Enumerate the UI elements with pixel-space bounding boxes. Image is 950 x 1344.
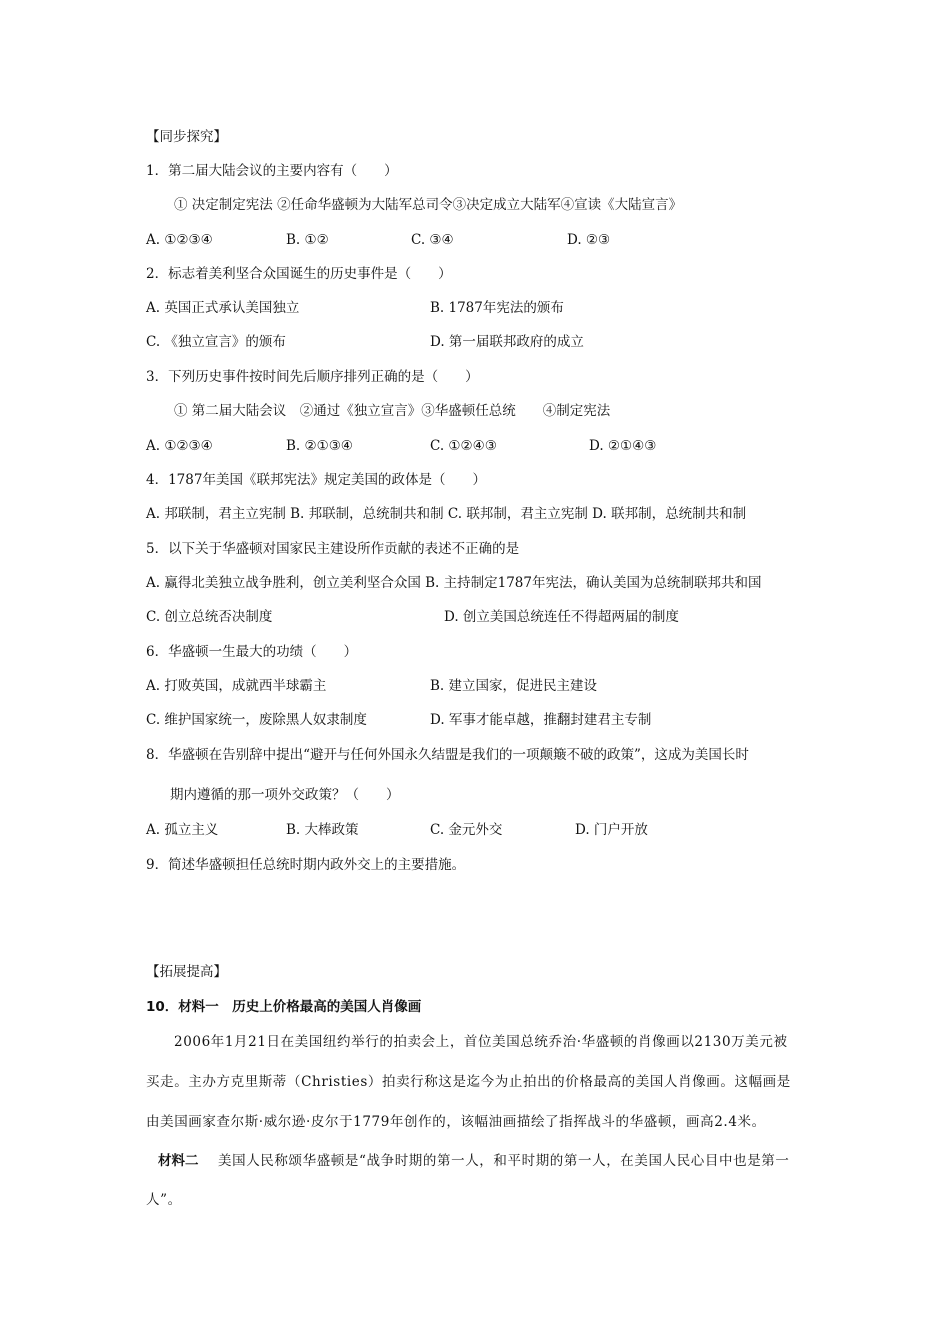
- q1-option-d: D. ②③: [567, 232, 611, 248]
- q10-material1-line3: 由美国画家查尔斯·威尔逊·皮尔于1779年创作的，该幅油画描绘了指挥战斗的华盛顿，画高2.4米。: [146, 1114, 766, 1130]
- q6-stem: 6．华盛顿一生最大的功绩（ ）: [146, 644, 358, 660]
- q6-option-c: C. 维护国家统一，废除黑人奴隶制度: [146, 712, 367, 728]
- section-heading-extend: 【拓展提高】: [146, 964, 227, 980]
- q1-option-c: C. ③④: [411, 232, 454, 248]
- q2-stem: 2．标志着美利坚合众国诞生的历史事件是（ ）: [146, 266, 452, 282]
- q2-option-d: D. 第一届联邦政府的成立: [430, 334, 584, 350]
- q8-option-c: C. 金元外交: [430, 822, 503, 838]
- q5-options-ab: A. 赢得北美独立战争胜利，创立美利坚合众国 B. 主持制定1787年宪法，确认美国为总统制联邦共和国: [146, 575, 762, 591]
- q10-material2-line2: 人”。: [146, 1192, 182, 1208]
- q10-material1-line2: 买走。主办方克里斯蒂（Christies）拍卖行称这是迄今为止拍出的价格最高的美国人肖像画。这幅画是: [146, 1074, 791, 1090]
- q5-option-d: D. 创立美国总统连任不得超两届的制度: [444, 609, 679, 625]
- q1-option-a: A. ①②③④: [146, 232, 213, 248]
- q8-stem-continued: 期内遵循的那一项外交政策？（ ）: [170, 787, 400, 803]
- q2-option-b: B. 1787年宪法的颁布: [430, 300, 564, 316]
- q3-option-a: A. ①②③④: [146, 438, 213, 454]
- q8-option-d: D. 门户开放: [575, 822, 648, 838]
- q2-option-c: C. 《独立宣言》的颁布: [146, 334, 286, 350]
- q5-stem: 5．以下关于华盛顿对国家民主建设所作贡献的表述不正确的是: [146, 541, 520, 557]
- q4-stem: 4．1787年美国《联邦宪法》规定美国的政体是（ ）: [146, 472, 486, 488]
- q3-option-b: B. ②①③④: [286, 438, 353, 454]
- q10-title: 10．材料一 历史上价格最高的美国人肖像画: [146, 999, 422, 1015]
- q8-option-a: A. 孤立主义: [146, 822, 219, 838]
- q8-stem: 8．华盛顿在告别辞中提出“避开与任何外国永久结盟是我们的一项颠簸不破的政策”，这成为美国长时: [146, 747, 749, 763]
- q1-items: ① 决定制定宪法 ②任命华盛顿为大陆军总司令③决定成立大陆军④宣读《大陆宣言》: [174, 197, 683, 213]
- q1-stem: 1．第二届大陆会议的主要内容有（ ）: [146, 163, 398, 179]
- q10-material2-line1: 美国人民称颂华盛顿是“战争时期的第一人，和平时期的第一人，在美国人民心目中也是第一: [218, 1153, 790, 1169]
- q8-option-b: B. 大棒政策: [286, 822, 359, 838]
- q6-option-a: A. 打败英国，成就西半球霸主: [146, 678, 327, 694]
- q3-option-c: C. ①②④③: [430, 438, 497, 454]
- q6-option-b: B. 建立国家，促进民主建设: [430, 678, 598, 694]
- q3-option-d: D. ②①④③: [589, 438, 657, 454]
- q9-stem: 9．简述华盛顿担任总统时期内政外交上的主要措施。: [146, 857, 466, 873]
- q1-option-b: B. ①②: [286, 232, 329, 248]
- q10-material1-line1: 2006年1月21日在美国纽约举行的拍卖会上，首位美国总统乔治·华盛顿的肖像画以2130万美元被: [174, 1034, 788, 1050]
- q3-items: ① 第二届大陆会议 ②通过《独立宣言》③华盛顿任总统 ④制定宪法: [174, 403, 611, 419]
- section-heading-sync: 【同步探究】: [146, 129, 227, 145]
- q6-option-d: D. 军事才能卓越，推翻封建君主专制: [430, 712, 652, 728]
- q4-options: A. 邦联制，君主立宪制 B. 邦联制，总统制共和制 C. 联邦制，君主立宪制 D. 联邦制，总统制共和制: [146, 506, 747, 522]
- q2-option-a: A. 英国正式承认美国独立: [146, 300, 300, 316]
- q3-stem: 3．下列历史事件按时间先后顺序排列正确的是（ ）: [146, 369, 479, 385]
- q5-option-c: C. 创立总统否决制度: [146, 609, 273, 625]
- q10-material2-label: 材料二: [158, 1153, 199, 1169]
